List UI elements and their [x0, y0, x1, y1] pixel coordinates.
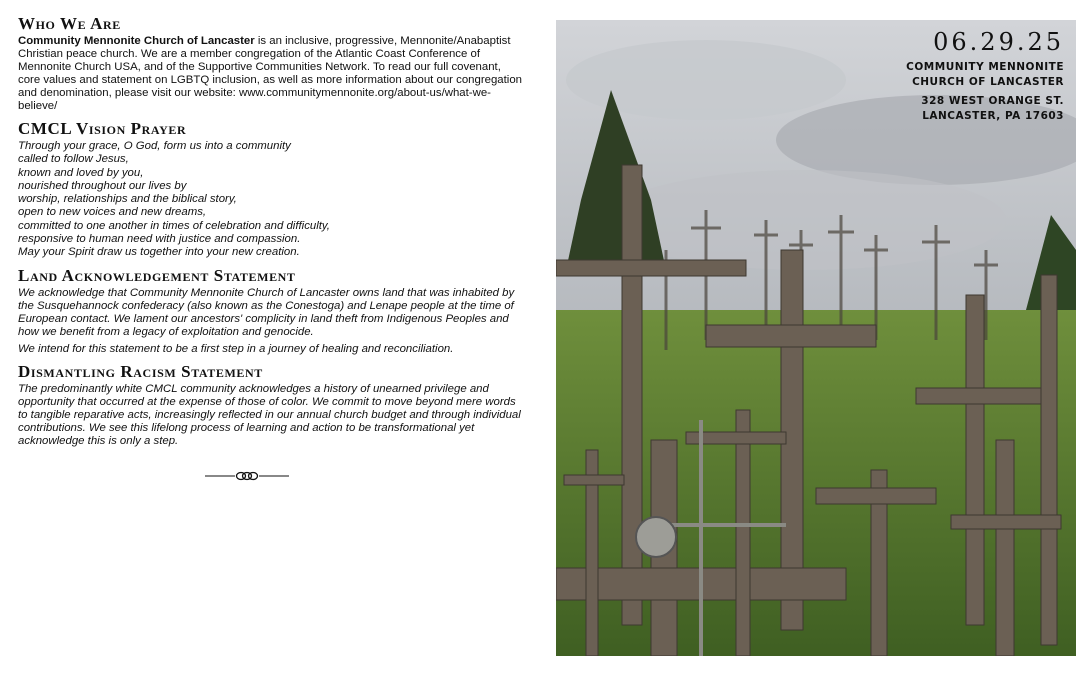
church-name: Community Mennonite Church of Lancaster [18, 35, 255, 47]
who-we-are-heading: Who We Are [18, 14, 121, 33]
dismantling-racism-heading: Dismantling Racism Statement [18, 361, 263, 381]
dismantling-racism-body: The predominantly white CMCL community acknowledges a history of unearned privilege and opportunity that occurred at the expense of those of color. We commit to move beyond mere words to tangible reparative acts, increasingly reflected in our annual church budget and through individual contributions. We see this lifelong process of learning and action to be transformational yet acknowledge this is only a step. [18, 382, 521, 447]
prayer-line: nourished throughout our lives by [18, 179, 187, 192]
who-we-are-section [18, 14, 523, 113]
vision-prayer-section [18, 119, 523, 260]
vision-prayer-heading: CMCL Vision Prayer [18, 119, 187, 138]
prayer-line: open to new voices and new dreams, [18, 206, 207, 219]
prayer-line: Through your grace, O God, form us into a community [18, 140, 291, 152]
land-acknowledgement-paragraph-1: We acknowledge that Community Mennonite Church of Lancaster owns land that was inhabited by the Susquehannock confederacy (also known as the Conestoga) and Lenape people at the time of European contact. We lament our ancestors' complicity in land theft from Indigenous Peoples and how we benefit from a legacy of exploitation and genocide. [18, 286, 515, 338]
ornamental-divider [205, 470, 289, 482]
land-acknowledgement-paragraph-2: We intend for this statement to be a first step in a journey of healing and reconciliation. [18, 342, 454, 355]
prayer-line: responsive to human need with justice and compassion. [18, 233, 301, 246]
dismantling-racism-section [18, 362, 523, 448]
who-we-are-text: is an inclusive, progressive, Mennonite/Anabaptist Christian peace church. We are a member congregation of the Atlantic Coast Conference of Mennonite Church USA, and of the Supportive Communities Network. To read our full covenant, core values and statement on LGBTQ inclusion, as well as more information about our congregation and denomination, please visit our website: www.communitymennonite.org/about-us/what-we-believe/ [18, 35, 522, 112]
prayer-line: worship, relationships and the biblical story, [18, 193, 237, 206]
church-address-block [906, 60, 1064, 124]
city-state-zip: LANCASTER, PA 17603 [922, 110, 1064, 122]
service-date: 06.29.25 [933, 28, 1064, 56]
prayer-line: known and loved by you, [18, 166, 144, 179]
prayer-line: committed to one another in times of celebration and difficulty, [18, 219, 330, 232]
who-we-are-body [18, 35, 523, 113]
street-address: 328 WEST ORANGE ST. [921, 95, 1064, 107]
land-acknowledgement-heading: Land Acknowledgement Statement [18, 265, 296, 285]
church-name-line-1: COMMUNITY MENNONITE [906, 61, 1064, 73]
land-acknowledgement-section [18, 266, 523, 356]
bulletin-text-column [18, 14, 523, 454]
prayer-line: called to follow Jesus, [18, 153, 129, 166]
prayer-line: May your Spirit draw us together into your new creation. [18, 246, 300, 259]
hill-of-crosses-photo [556, 20, 1076, 656]
church-name-line-2: CHURCH OF LANCASTER [912, 76, 1064, 88]
